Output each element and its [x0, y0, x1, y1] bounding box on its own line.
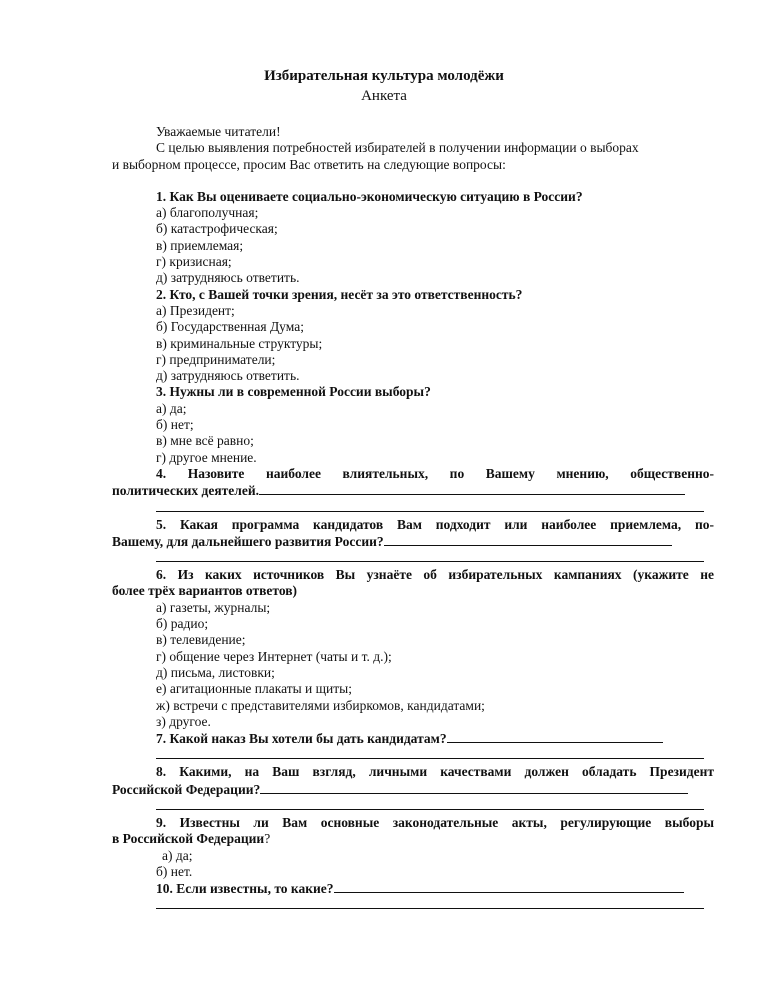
question-8-line-1: 8. Какими, на Ваш взгляд, личными качествами должен обладать Президент [156, 764, 714, 780]
question-5-text: Вашему, для дальнейшего развития России? [112, 533, 384, 549]
question-5-line-2 [112, 533, 714, 550]
option[interactable]: в) мне всё равно; [156, 433, 254, 449]
question-2: 2. Кто, с Вашей точки зрения, несёт за это ответственность? [156, 286, 523, 302]
answer-line[interactable] [447, 730, 663, 743]
question-10-text: 10. Если известны, то какие? [156, 881, 334, 897]
question-9-line-2 [112, 831, 714, 847]
option[interactable]: в) телевидение; [156, 632, 246, 648]
option[interactable]: д) затрудняюсь ответить. [156, 270, 300, 286]
option[interactable]: а) Президент; [156, 302, 235, 318]
option[interactable]: а) да; [162, 847, 193, 863]
option[interactable]: г) предприниматели; [156, 351, 276, 367]
question-2-options [112, 303, 714, 384]
answer-line[interactable] [156, 550, 704, 562]
option[interactable]: г) общение через Интернет (чаты и т. д.); [156, 648, 392, 664]
intro-line-2: и выборном процессе, просим Вас ответить на следующие вопросы: [112, 156, 506, 172]
question-6-line-2: более трёх вариантов ответов) [112, 583, 298, 599]
option[interactable]: а) благополучная; [156, 205, 259, 221]
answer-line[interactable] [156, 747, 704, 759]
option[interactable]: е) агитационные плакаты и щиты; [156, 681, 352, 697]
question-3-options [112, 401, 714, 466]
question-4-line-2 [112, 482, 714, 499]
answer-line[interactable] [156, 897, 704, 909]
question-8-line-2 [112, 781, 714, 798]
option[interactable]: з) другое. [156, 713, 211, 729]
question-6-line-1: 6. Из каких источников Вы узнаёте об избирательных кампаниях (укажите не [156, 567, 714, 583]
question-7-text: 7. Какой наказ Вы хотели бы дать кандидатам? [156, 731, 447, 747]
option[interactable]: г) кризисная; [156, 254, 232, 270]
question-8-text: Российской Федерации? [112, 781, 261, 797]
question-5-line-1: 5. Какая программа кандидатов Вам подходит или наиболее приемлема, по- [156, 516, 714, 532]
option[interactable]: ж) встречи с представителями избиркомов, кандидатами; [156, 697, 485, 713]
question-4-text: политических деятелей. [112, 483, 260, 499]
option[interactable]: в) приемлемая; [156, 237, 244, 253]
option[interactable]: б) нет. [156, 863, 193, 879]
question-6-options [112, 600, 714, 730]
document-body [112, 124, 714, 914]
answer-line[interactable] [259, 482, 685, 495]
option[interactable]: б) Государственная Дума; [156, 319, 304, 335]
option[interactable]: а) да; [156, 400, 187, 416]
question-4-line-1: 4. Назовите наиболее влиятельных, по Вашему мнению, общественно- [156, 465, 714, 481]
option[interactable]: б) радио; [156, 616, 209, 632]
answer-line[interactable] [156, 798, 704, 810]
document-subtitle: Анкета [361, 88, 407, 104]
answer-line[interactable] [156, 500, 704, 512]
question-1-options [112, 205, 714, 286]
question-9-text: в Российской Федерации [112, 831, 265, 847]
answer-line[interactable] [334, 880, 684, 893]
question-10 [112, 880, 714, 897]
document-title: Избирательная культура молодёжи [264, 68, 504, 84]
question-9-options [112, 848, 714, 881]
intro-line-1: С целью выявления потребностей избирателей в получении информации о выборах [156, 140, 639, 156]
option[interactable]: б) катастрофическая; [156, 221, 278, 237]
option[interactable]: г) другое мнение. [156, 449, 257, 465]
option[interactable]: в) криминальные структуры; [156, 335, 323, 351]
greeting: Уважаемые читатели! [156, 124, 281, 139]
answer-line[interactable] [260, 781, 688, 794]
document-header [0, 66, 768, 106]
question-3: 3. Нужны ли в современной России выборы? [156, 384, 431, 400]
option[interactable]: д) письма, листовки; [156, 664, 275, 680]
option[interactable]: б) нет; [156, 417, 194, 433]
question-9-line-1: 9. Известны ли Вам основные законодательные акты, регулирующие выборы [156, 814, 714, 830]
option[interactable]: а) газеты, журналы; [156, 599, 271, 615]
answer-line[interactable] [384, 533, 672, 546]
option[interactable]: д) затрудняюсь ответить. [156, 368, 300, 384]
question-7 [112, 730, 714, 747]
question-9-suffix: ? [264, 831, 271, 847]
question-1: 1. Как Вы оцениваете социально-экономическую ситуацию в России? [156, 188, 583, 204]
